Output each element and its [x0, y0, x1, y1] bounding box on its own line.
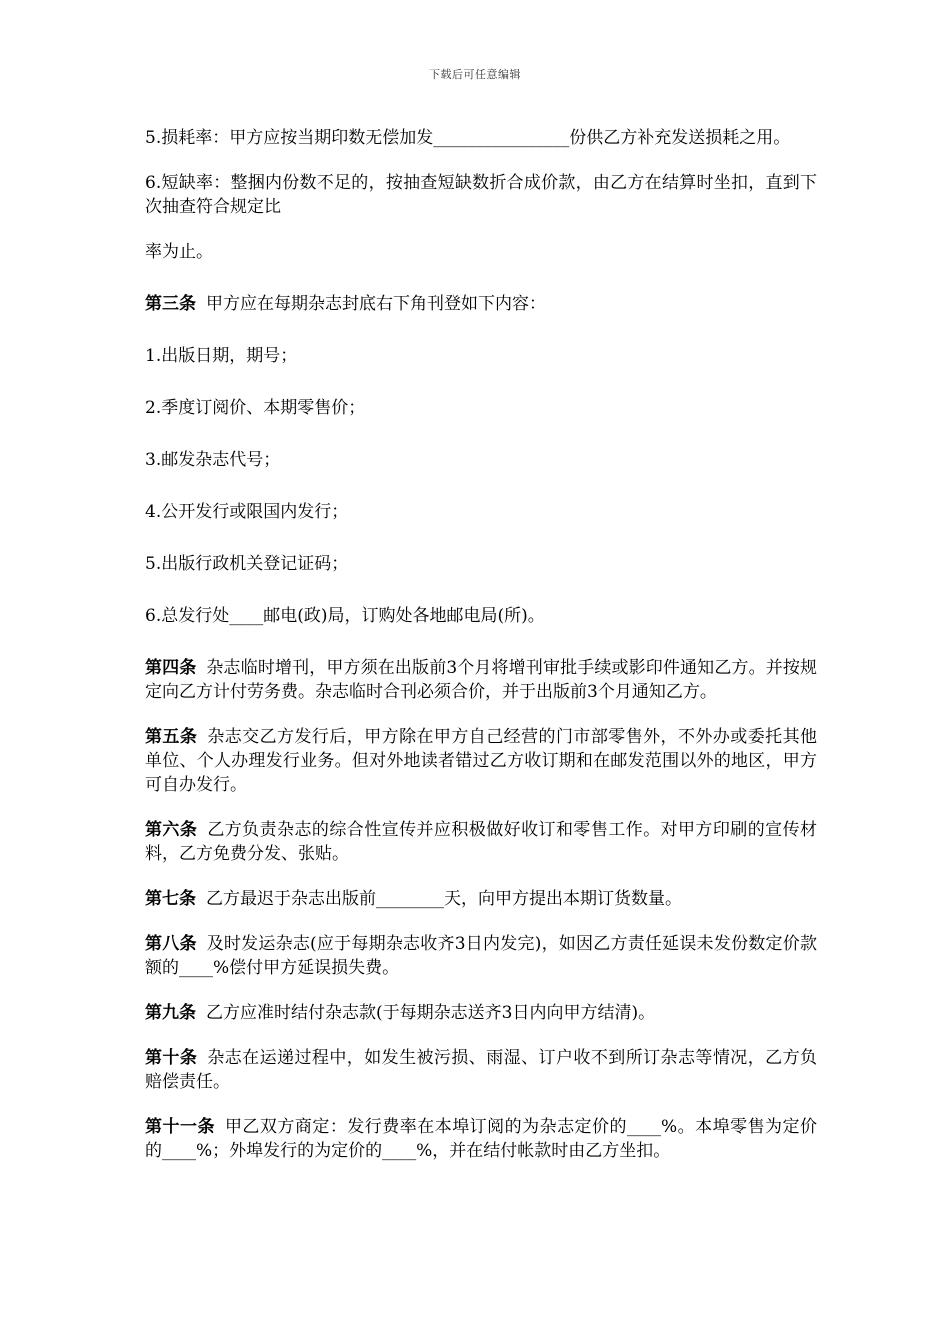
- paragraph-text: 甲乙双方商定：发行费率在本埠订阅的为杂志定价的____%。本埠零售为定价的____%；外埠发行的为定价的____%，并在结付帐款时由乙方坐扣。: [145, 1117, 818, 1161]
- paragraph-text: 及时发运杂志(应于每期杂志收齐3日内发完)，如因乙方责任延误未发份数定价款额的____%偿付甲方延误损失费。: [145, 934, 817, 978]
- article-heading: 第三条: [145, 294, 196, 314]
- paragraph-text: 3.邮发杂志代号；: [145, 450, 281, 470]
- paragraph-text: 乙方负责杂志的综合性宣传并应积极做好收订和零售工作。对甲方印刷的宣传材料，乙方免费分发、张贴。: [145, 820, 818, 864]
- article-heading: 第十一条: [145, 1117, 215, 1137]
- article-paragraph: [145, 887, 817, 911]
- paragraph-text: 6.总发行处____邮电(政)局，订购处各地邮电局(所)。: [145, 606, 545, 626]
- paragraph-text: 1.出版日期，期号；: [145, 346, 298, 366]
- article-paragraph: [145, 932, 817, 980]
- paragraph-text: 2.季度订阅价、本期零售价；: [145, 398, 366, 418]
- list-item: [145, 552, 817, 576]
- paragraph-text: 6.短缺率：整捆内份数不足的，按抽查短缺数折合成价款，由乙方在结算时坐扣，直到下次抽查符合规定比: [145, 173, 817, 217]
- article-paragraph: [145, 818, 817, 866]
- article-heading: 第十条: [145, 1048, 198, 1068]
- paragraph-text: 杂志交乙方发行后，甲方除在甲方自己经营的门市部零售外，不外办或委托其他单位、个人办理发行业务。但对外地读者错过乙方收订期和在邮发范围以外的地区，甲方可自办发行。: [145, 727, 818, 795]
- list-item: [145, 604, 817, 628]
- paragraph-text: 甲方应在每期杂志封底右下角刊登如下内容：: [206, 294, 546, 314]
- paragraph-text: 4.公开发行或限国内发行；: [145, 502, 349, 522]
- document-body: [145, 126, 817, 1184]
- paragraph: [145, 126, 817, 150]
- article-paragraph: [145, 1115, 817, 1163]
- paragraph-text: 杂志在运递过程中，如发生被污损、雨湿、订户收不到所订杂志等情况，乙方负赔偿责任。: [145, 1048, 818, 1092]
- paragraph-text: 乙方最迟于杂志出版前________天，向甲方提出本期订货数量。: [206, 889, 682, 909]
- list-item: [145, 448, 817, 472]
- article-paragraph: [145, 1001, 817, 1025]
- paragraph: [145, 171, 817, 219]
- article-paragraph: [145, 1046, 817, 1094]
- article-heading: 第四条: [145, 658, 197, 678]
- page-header: 下载后可任意编辑: [429, 68, 521, 81]
- article-heading: 第七条: [145, 889, 196, 909]
- list-item: [145, 396, 817, 420]
- paragraph-text: 率为止。: [145, 242, 213, 262]
- article-paragraph: [145, 656, 817, 704]
- article-paragraph: [145, 725, 817, 797]
- article-heading: 第八条: [145, 934, 197, 954]
- article-heading: 第九条: [145, 1003, 196, 1023]
- article-heading: 第五条: [145, 727, 198, 747]
- paragraph: [145, 240, 817, 264]
- paragraph-text: 杂志临时增刊，甲方须在出版前3个月将增刊审批手续或影印件通知乙方。并按规定向乙方计付劳务费。杂志临时合刊必须合价，并于出版前3个月通知乙方。: [145, 658, 817, 702]
- article-heading: 第六条: [145, 820, 198, 840]
- paragraph-text: 5.损耗率：甲方应按当期印数无偿加发________________份供乙方补充发送损耗之用。: [145, 128, 791, 148]
- article-paragraph: [145, 292, 817, 316]
- paragraph-text: 乙方应准时结付杂志款(于每期杂志送齐3日内向甲方结清)。: [206, 1003, 656, 1023]
- paragraph-text: 5.出版行政机关登记证码；: [145, 554, 349, 574]
- list-item: [145, 500, 817, 524]
- list-item: [145, 344, 817, 368]
